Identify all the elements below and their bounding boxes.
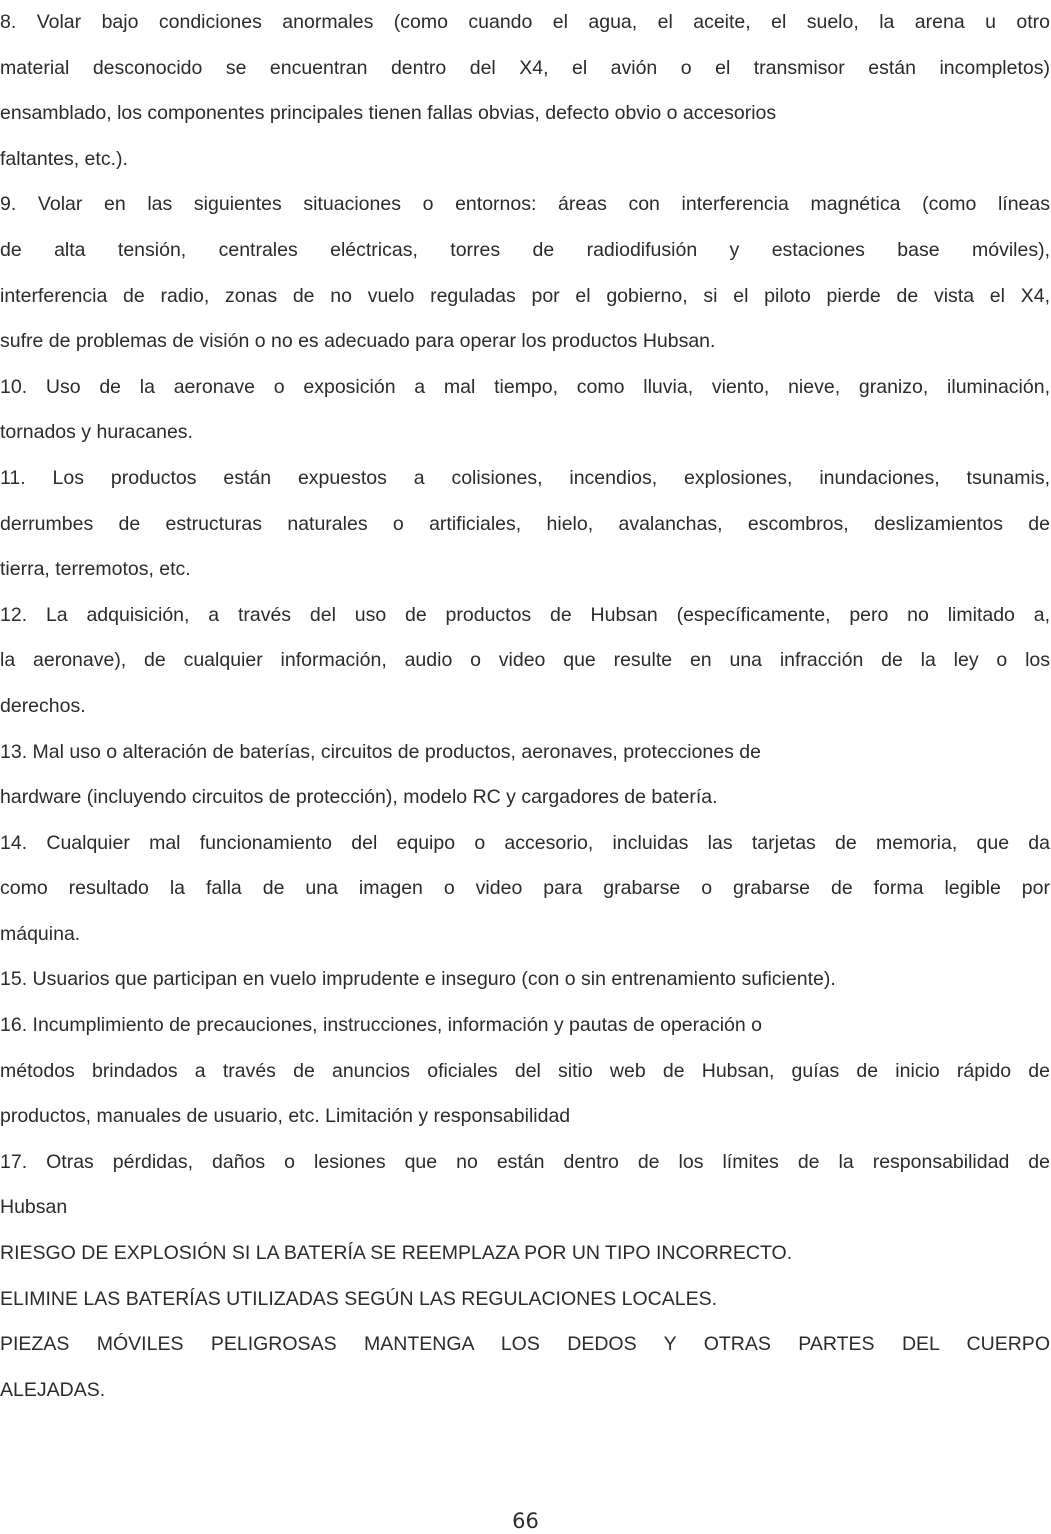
- text-line: productos, manuales de usuario, etc. Limitación y responsabilidad: [0, 1105, 571, 1128]
- text-line: máquina.: [0, 922, 81, 945]
- text-line: material desconocido se encuentran dentro del X4, el avión o el transmisor están incompletos): [0, 56, 1050, 79]
- text-line: tornados y huracanes.: [0, 421, 193, 444]
- text-line: de alta tensión, centrales eléctricas, torres de radiodifusión y estaciones base móviles),: [0, 238, 1050, 261]
- text-line: derechos.: [0, 694, 86, 717]
- text-line: tierra, terremotos, etc.: [0, 558, 191, 581]
- text-line: métodos brindados a través de anuncios oficiales del sitio web de Hubsan, guías de inicio rápido de: [0, 1059, 1050, 1082]
- text-line: hardware (incluyendo circuitos de protección), modelo RC y cargadores de batería.: [0, 786, 718, 809]
- text-line: interferencia de radio, zonas de no vuelo reguladas por el gobierno, si el piloto pierde de vista el X4,: [0, 284, 1050, 307]
- text-line: 12. La adquisición, a través del uso de productos de Hubsan (específicamente, pero no limitado a,: [0, 603, 1050, 626]
- text-line: derrumbes de estructuras naturales o artificiales, hielo, avalanchas, escombros, deslizamientos de: [0, 512, 1050, 535]
- text-line: 17. Otras pérdidas, daños o lesiones que no están dentro de los límites de la responsabilidad de: [0, 1150, 1050, 1173]
- text-line: 10. Uso de la aeronave o exposición a mal tiempo, como lluvia, viento, nieve, granizo, iluminación,: [0, 375, 1050, 398]
- text-line: 16. Incumplimiento de precauciones, instrucciones, información y pautas de operación o: [0, 1014, 763, 1037]
- text-line: 13. Mal uso o alteración de baterías, circuitos de productos, aeronaves, protecciones de: [0, 740, 761, 763]
- text-line: la aeronave), de cualquier información, audio o video que resulte en una infracción de la ley o los: [0, 649, 1050, 672]
- text-line: RIESGO DE EXPLOSIÓN SI LA BATERÍA SE REEMPLAZA POR UN TIPO INCORRECTO.: [0, 1242, 793, 1265]
- page-number: 66: [512, 1509, 539, 1533]
- text-line: ELIMINE LAS BATERÍAS UTILIZADAS SEGÚN LAS REGULACIONES LOCALES.: [0, 1287, 718, 1310]
- text-line: ensamblado, los componentes principales tienen fallas obvias, defecto obvio o accesorios: [0, 102, 777, 125]
- text-line: 15. Usuarios que participan en vuelo imprudente e inseguro (con o sin entrenamiento suficiente).: [0, 968, 836, 991]
- text-line: 8. Volar bajo condiciones anormales (como cuando el agua, el aceite, el suelo, la arena u otro: [0, 11, 1050, 33]
- text-line: sufre de problemas de visión o no es adecuado para operar los productos Hubsan.: [0, 330, 716, 353]
- text-line: PIEZAS MÓVILES PELIGROSAS MANTENGA LOS DEDOS Y OTRAS PARTES DEL CUERPO: [0, 1333, 1050, 1356]
- text-line: ALEJADAS.: [0, 1378, 106, 1401]
- text-line: faltantes, etc.).: [0, 147, 128, 170]
- text-line: como resultado la falla de una imagen o video para grabarse o grabarse de forma legible por: [0, 877, 1050, 900]
- text-line: 9. Volar en las siguientes situaciones o entornos: áreas con interferencia magnética (como líneas: [0, 193, 1050, 216]
- text-line: Hubsan: [0, 1196, 68, 1219]
- text-line: 11. Los productos están expuestos a colisiones, incendios, explosiones, inundaciones, tsunamis,: [0, 466, 1050, 489]
- text-line: 14. Cualquier mal funcionamiento del equipo o accesorio, incluidas las tarjetas de memoria, que da: [0, 831, 1050, 854]
